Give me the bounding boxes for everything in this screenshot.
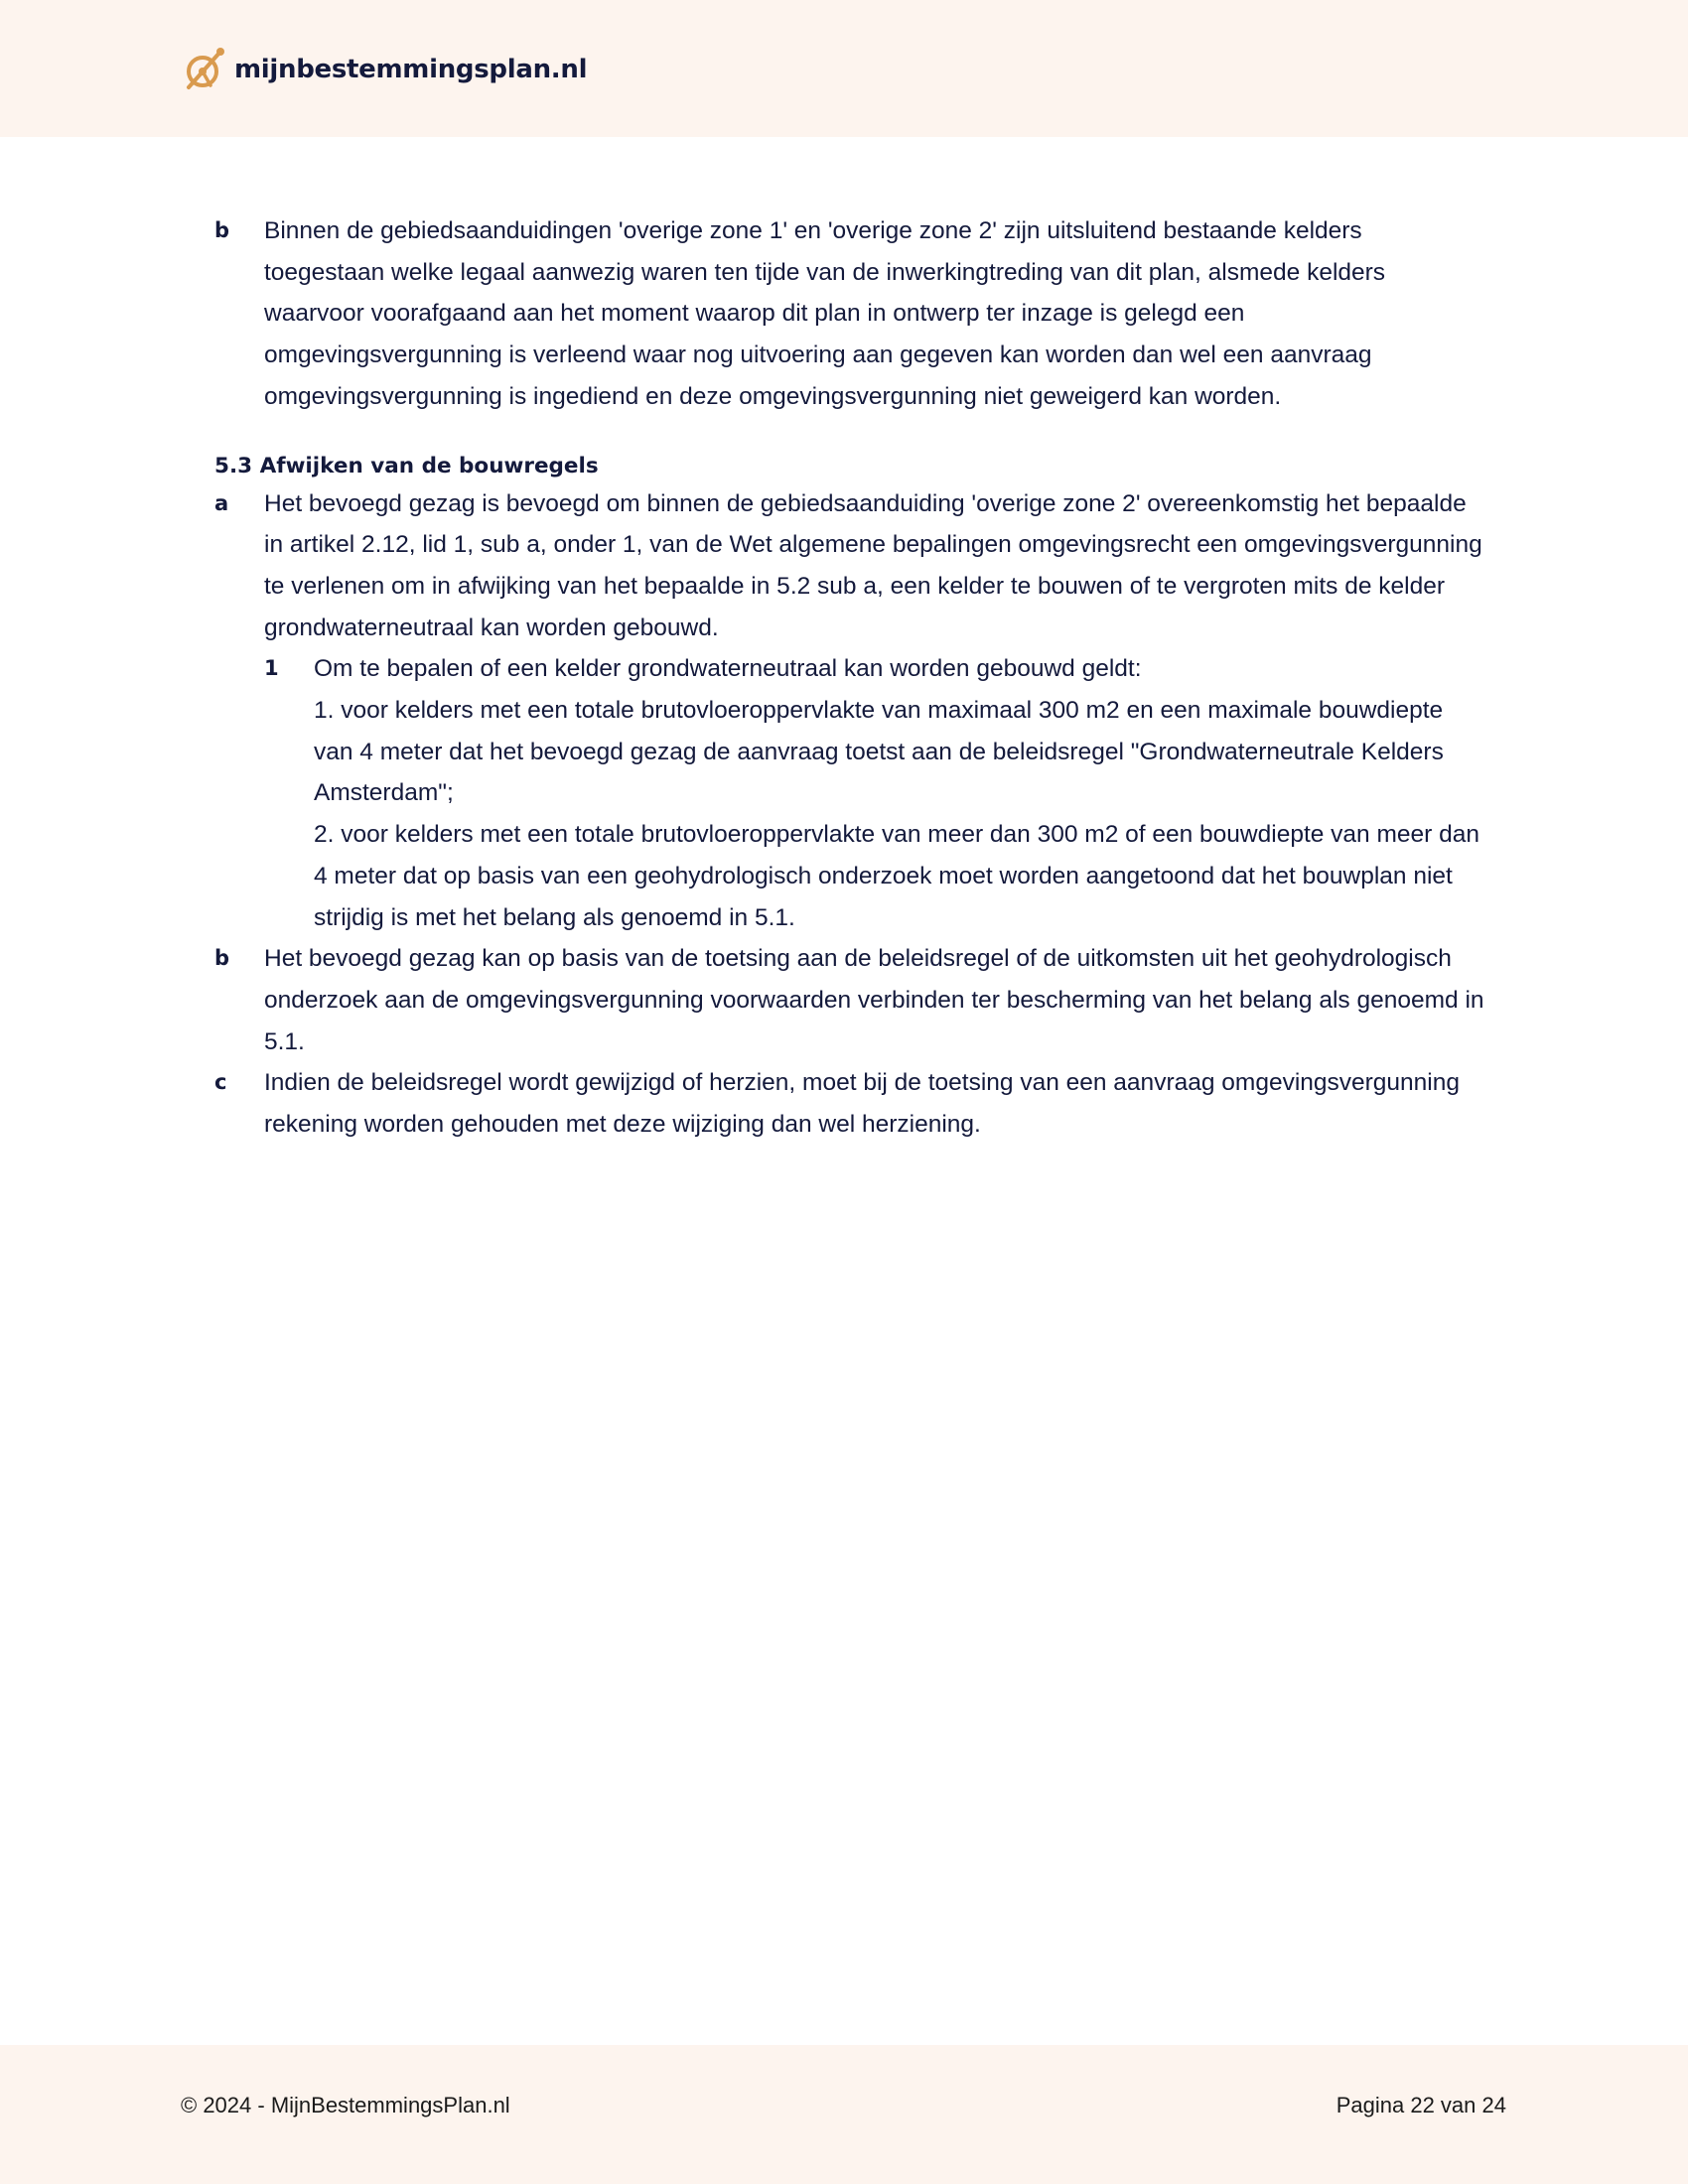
- list-item-text: Het bevoegd gezag kan op basis van de toetsing aan de beleidsregel of de uitkomsten uit het geohydrologisch onderzoek aan de omgevingsvergunning voorwaarden verbinden ter bescherming van het belang als genoemd in 5.1.: [264, 945, 1484, 1055]
- sub-item-line-3: 2. voor kelders met een totale brutovloeroppervlakte van meer dan 300 m2 of een bouwdiepte van meer dan 4 meter dat op basis van een geohydrologisch onderzoek moet worden aangetoond dat het bouwplan niet strijdig is met het belang als genoemd in 5.1.: [314, 821, 1479, 931]
- compass-logo-icon: [181, 46, 228, 93]
- sub-list-item-1: [264, 648, 1485, 938]
- list-item-text: Indien de beleidsregel wordt gewijzigd of herzien, moet bij de toetsing van een aanvraag omgevingsvergunning rekening worden gehouden met deze wijziging dan wel herziening.: [264, 1069, 1460, 1139]
- section-title: 5.3 Afwijken van de bouwregels: [214, 453, 599, 478]
- page-header: [0, 0, 1688, 137]
- list-item-text: Het bevoegd gezag is bevoegd om binnen de gebiedsaanduiding 'overige zone 2' overeenkomstig het bepaalde in artikel 2.12, lid 1, sub a, onder 1, van de Wet algemene bepalingen omgevingsrecht een omgevingsvergunning te verlenen om in afwijking van het bepaalde in 5.2 sub a, een kelder te bouwen of te vergroten mits de kelder grondwaterneutraal kan worden gebouwd.: [264, 489, 1482, 641]
- document-body: [214, 210, 1485, 1146]
- sub-item-line-2: 1. voor kelders met een totale brutovloeroppervlakte van maximaal 300 m2 en een maximale bouwdiepte van 4 meter dat het bevoegd gezag de aanvraag toetst aan de beleidsregel "Grondwaterneutrale Kelders Amsterdam";: [314, 697, 1444, 807]
- sub-item-line-1: Om te bepalen of een kelder grondwaterneutraal kan worden gebouwd geldt:: [314, 655, 1142, 683]
- list-item-b: [214, 938, 1485, 1062]
- list-marker: c: [214, 1070, 227, 1095]
- list-item-a: [214, 483, 1485, 939]
- list-marker: a: [214, 490, 229, 515]
- list-marker: b: [214, 946, 230, 971]
- page-number: Pagina 22 van 24: [1336, 2093, 1506, 2117]
- page-footer: [0, 2045, 1688, 2184]
- footer-copyright: © 2024 - MijnBestemmingsPlan.nl: [181, 2093, 510, 2117]
- site-logo[interactable]: [181, 44, 587, 95]
- list-item-text: Binnen de gebiedsaanduidingen 'overige zone 1' en 'overige zone 2' zijn uitsluitend bestaande kelders toegestaan welke legaal aanwezig waren ten tijde van de inwerkingtreding van dit plan, alsmede kelders waarvoor voorafgaand aan het moment waarop dit plan in ontwerp ter inzage is gelegd een omgevingsvergunning is verleend waar nog uitvoering aan gegeven kan worden dan wel een aanvraag omgevingsvergunning is ingediend en deze omgevingsvergunning niet geweigerd kan worden.: [264, 217, 1386, 410]
- sub-list-marker: 1: [264, 656, 279, 681]
- list-item-b-kelders: [214, 210, 1485, 418]
- list-item-c: [214, 1062, 1485, 1145]
- logo-text: mijnbestemmingsplan.nl: [234, 55, 588, 84]
- list-marker: b: [214, 218, 230, 242]
